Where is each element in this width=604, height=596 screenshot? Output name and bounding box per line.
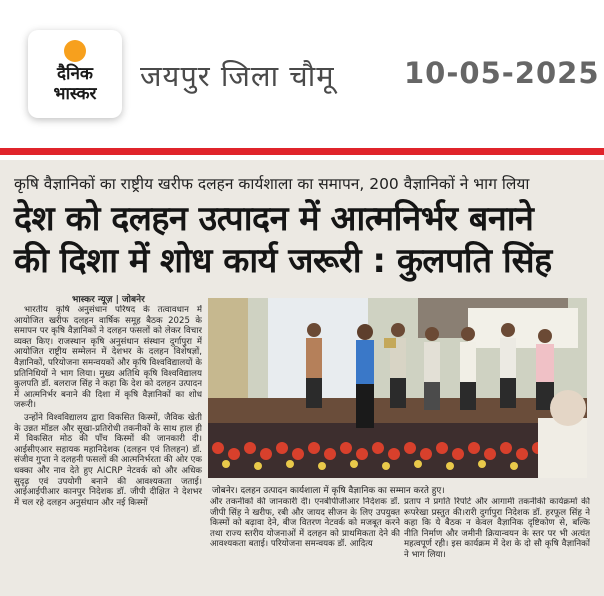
article-column-2: और तकनीकों की जानकारी दी। एनबीपीजीआर निदेशक डॉ. जीपी सिंह ने खरीफ, रबी और जायद सीजन के लिए उपयुक्त किस्मों को बढ़ावा देने, बीज वितरण नेटवर्क को मजबूत करने तथा राज्य स्तरीय योजनाओं में दलहन को प्राथमिकता देने की आवश्यकता बताई। परियोजना समन्वयक डॉ. आदित्य [210,497,400,550]
column-1-paragraph-2: उन्होंने विश्वविद्यालय द्वारा विकसित किस्मों, जैविक खेती के उन्नत मॉडल और सूखा-प्रतिरोधी तकनीकों के साथ हाल ही में विकसित मोठ की पाँच किस्मों की जानकारी दी। आईसीएआर सहायक महानिदेशक (दलहन एवं तिलहन) डॉ. संजीव गुप्ता ने दलहनी फसलों की आत्मनिर्भरता की ओर एक धक्का और नाव देते हुए AICRP नेटवर्क को और अधिक सुदृढ़ एवं उपयोगी बनाने की आवश्यकता जताई। आईआईपीआर कानपुर निदेशक डॉ. जीपी दीक्षित ने देशभर में चल रहे दलहन अनुसंधान और नई किस्मों [14,412,202,508]
sun-icon [64,40,86,62]
logo-text-line2: भास्कर [53,84,97,104]
adjacent-article-edge [596,172,604,262]
edition-location: जयपुर जिला चौमू [140,59,335,93]
column-1-paragraph-1: भारतीय कृषि अनुसंधान परिषद के तत्वावधान में आयोजित खरीफ दलहन वार्षिक समूह बैठक 2025 के समापन पर कृषि वैज्ञानिकों ने दलहन फसलों को लेकर विचार व्यक्त किए। राजस्थान कृषि अनुसंधान संस्थान दुर्गापुरा में आयोजित राष्ट्रीय सम्मेलन में देशभर के दलहन विशेषज्ञों, वैज्ञानिकों, परियोजना समन्वयकों और कृषि विश्वविद्यालयों के प्रतिनिधियों ने भाग लिया। मुख्य अतिथि कृषि विश्वविद्यालय कुलपति डॉ. बलराज सिंह ने कहा कि देश को दलहन उत्पादन में आत्मनिर्भर बनाने की दिशा में कृषि वैज्ञानिकों का शोध जरूरी। [14,305,202,411]
article-headline-line1: देश को दलहन उत्पादन में आत्मनिर्भर बनाने [14,199,534,239]
logo-text-line1: दैनिक [57,64,93,84]
article-subheadline: कृषि वैज्ञानिकों का राष्ट्रीय खरीफ दलहन कार्यशाला का समापन, 200 वैज्ञानिकों ने भाग लिया [14,175,530,193]
article-column-1 [14,305,202,595]
header-divider [0,148,604,155]
edition-date: 10-05-2025 [404,56,600,90]
article-column-3: प्रताप ने प्रगति रिपोर्ट और आगामी तकनीकी कार्यक्रमों की रूपरेखा प्रस्तुत की।रारी दुर्गापुरा निदेशक डॉ. हरफूल सिंह ने कहा कि ये बैठक न केवल वैज्ञानिक दृष्टिकोण से, बल्कि नीति निर्माण और जमीनी क्रियान्वयन के स्तर पर भी अत्यंत महत्वपूर्ण रही। इस कार्यक्रम में देश के दो सौ कृषि वैज्ञानिकों ने भाग लिया। [404,497,590,560]
article-byline: भास्कर न्यूज़ | जोबनेर [72,295,145,305]
dainik-bhaskar-logo [28,30,122,118]
event-photo [208,298,587,478]
page-header [0,0,604,140]
article-headline-line2: की दिशा में शोध कार्य जरूरी : कुलपति सिंह [14,241,552,281]
photo-caption: जोबनेर। दलहन उत्पादन कार्यशाला में कृषि वैज्ञानिक का सम्मान करते हुए। [212,486,445,496]
